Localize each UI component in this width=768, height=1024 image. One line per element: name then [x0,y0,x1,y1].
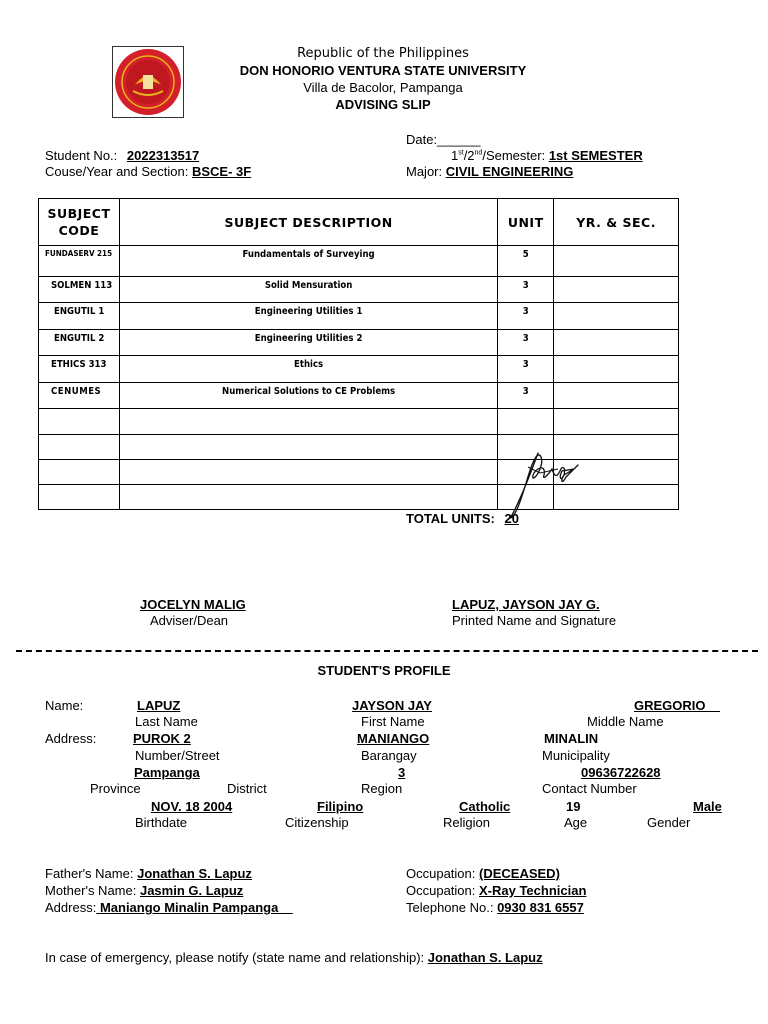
cut-line-divider [16,650,758,652]
semester-label-3: /Semester: [482,148,546,163]
parent-address-value [96,900,293,915]
address-label: Address: [45,731,97,746]
emergency-row [45,950,543,965]
emergency-label: In case of emergency, please notify (state name and relationship): [45,950,425,965]
telephone-value: 0930 831 6557 [497,900,584,915]
course-value: BSCE- 3F [191,164,252,179]
parent-address-label: Address: [45,900,97,915]
header-yr-sec: YR. & SEC. [554,199,679,246]
barangay-caption: Barangay [361,748,417,763]
subject-code-cell: CENUMES [39,383,120,409]
last-name-caption: Last Name [135,714,198,729]
student-signature-name: LAPUZ, JAYSON JAY G. [452,597,600,612]
page-title: ADVISING SLIP [335,97,431,112]
semester-sup-2: nd [474,149,483,157]
profile-title: STUDENT'S PROFILE [317,663,451,678]
major-label: Major: [406,164,443,179]
region-value: 3 [398,765,406,780]
header-unit: UNIT [498,199,554,246]
date-field: Date:______ [406,132,481,147]
subject-desc-cell [119,460,497,485]
gender-value: Male [693,799,722,814]
semester-label-2: /2 [463,148,475,163]
semester-value: 1st SEMESTER [548,148,643,163]
adviser-name: JOCELYN MALIG [140,597,246,612]
university-seal-logo [112,46,184,118]
subject-desc-cell [119,485,497,510]
municipality-value: MINALIN [544,731,599,746]
first-name-caption: First Name [361,714,425,729]
student-no-label: Student No.: [45,148,118,163]
student-signature-role: Printed Name and Signature [452,613,617,628]
subject-desc-cell: Ethics [119,356,497,383]
semester-sup-1: st [458,149,464,157]
middle-name-text: GREGORIO [634,698,706,713]
region-caption: Region [361,781,403,796]
mother-occupation-row [406,883,586,898]
subject-code-cell: SOLMEN 113 [39,277,120,303]
district-caption: District [227,781,267,796]
header-subject-code: SUBJECT CODE [39,199,120,246]
table-row [39,246,679,277]
mother-row [45,883,243,898]
telephone-label: Telephone No.: [406,900,494,915]
unit-cell: 3 [498,303,554,330]
birthdate-value: NOV. 18 2004 [151,799,233,814]
subject-desc-cell: Engineering Utilities 2 [119,330,497,356]
table-row [39,409,679,435]
street-caption: Number/Street [135,748,220,763]
mother-label: Mother's Name: [45,883,137,898]
university-name: DON HONORIO VENTURA STATE UNIVERSITY [239,63,527,78]
yr-sec-cell [554,277,679,303]
name-label: Name: [45,698,84,713]
yr-sec-cell [554,246,679,277]
telephone-row [406,900,584,915]
subject-code-cell: ETHICS 313 [39,356,120,383]
major-value: CIVIL ENGINEERING [445,164,574,179]
religion-caption: Religion [443,815,490,830]
last-name-value: LAPUZ [137,698,181,713]
subject-desc-cell: Solid Mensuration [119,277,497,303]
unit-cell: 3 [498,277,554,303]
table-row [39,356,679,383]
age-caption: Age [564,815,588,830]
major-row [406,164,573,179]
university-address: Villa de Bacolor, Pampanga [303,80,463,95]
subject-desc-cell [119,409,497,435]
unit-cell: 3 [498,330,554,356]
subject-code-cell [39,485,120,510]
birthdate-caption: Birthdate [135,815,188,830]
mother-value: Jasmin G. Lapuz [139,883,244,898]
total-units-row [406,511,519,526]
seal-icon [113,47,183,117]
citizenship-value: Filipino [317,799,364,814]
contact-caption: Contact Number [542,781,637,796]
gender-caption: Gender [647,815,691,830]
street-value: PUROK 2 [133,731,191,746]
subject-desc-cell: Fundamentals of Surveying [119,246,497,277]
father-occupation-row [406,866,560,881]
table-row [39,303,679,330]
subject-code-cell: FUNDASERV 215 [39,246,120,277]
subject-desc-cell [119,435,497,460]
adviser-role: Adviser/Dean [150,613,229,628]
header-subject-description: SUBJECT DESCRIPTION [119,199,497,246]
subject-code-cell [39,460,120,485]
table-row [39,277,679,303]
semester-row [451,148,643,163]
semester-label-1: 1 [451,148,459,163]
yr-sec-cell [554,409,679,435]
religion-value: Catholic [459,799,511,814]
province-caption: Province [90,781,141,796]
father-occupation-label: Occupation: [406,866,476,881]
total-units-value: 20 [504,511,519,526]
unit-cell [498,409,554,435]
first-name-value: JAYSON JAY [352,698,432,713]
mother-occupation-value: X-Ray Technician [479,883,587,898]
father-occupation-value: (DECEASED) [479,866,560,881]
barangay-value: MANIANGO [357,731,430,746]
middle-name-caption: Middle Name [587,714,664,729]
unit-cell: 3 [498,383,554,409]
parent-address-text: Maniango Minalin Pampanga [99,900,279,915]
yr-sec-cell [554,383,679,409]
father-label: Father's Name: [45,866,134,881]
parent-address-row [45,900,293,915]
course-row [45,164,251,179]
table-row [39,383,679,409]
subject-code-cell [39,409,120,435]
middle-name-value [634,698,720,713]
emergency-value: Jonathan S. Lapuz [427,950,543,965]
yr-sec-cell [554,303,679,330]
subject-code-cell [39,435,120,460]
father-value: Jonathan S. Lapuz [137,866,252,881]
municipality-caption: Municipality [542,748,610,763]
table-row [39,330,679,356]
mother-occupation-label: Occupation: [406,883,476,898]
father-row [45,866,252,881]
age-value: 19 [566,799,581,814]
republic-text: Republic of the Philippines [297,46,469,61]
yr-sec-cell [554,330,679,356]
subject-desc-cell: Numerical Solutions to CE Problems [119,383,497,409]
student-no-row [45,148,199,163]
table-header-row [39,199,679,246]
subject-code-cell: ENGUTIL 1 [39,303,120,330]
total-units-label: TOTAL UNITS: [406,511,495,526]
course-label: Couse/Year and Section: [45,164,189,179]
unit-cell: 3 [498,356,554,383]
subject-desc-cell: Engineering Utilities 1 [119,303,497,330]
yr-sec-cell [554,356,679,383]
citizenship-caption: Citizenship [285,815,349,830]
student-no-value: 2022313517 [126,148,200,163]
province-value: Pampanga [134,765,200,780]
unit-cell: 5 [498,246,554,277]
contact-value: 09636722628 [581,765,661,780]
subject-code-cell: ENGUTIL 2 [39,330,120,356]
